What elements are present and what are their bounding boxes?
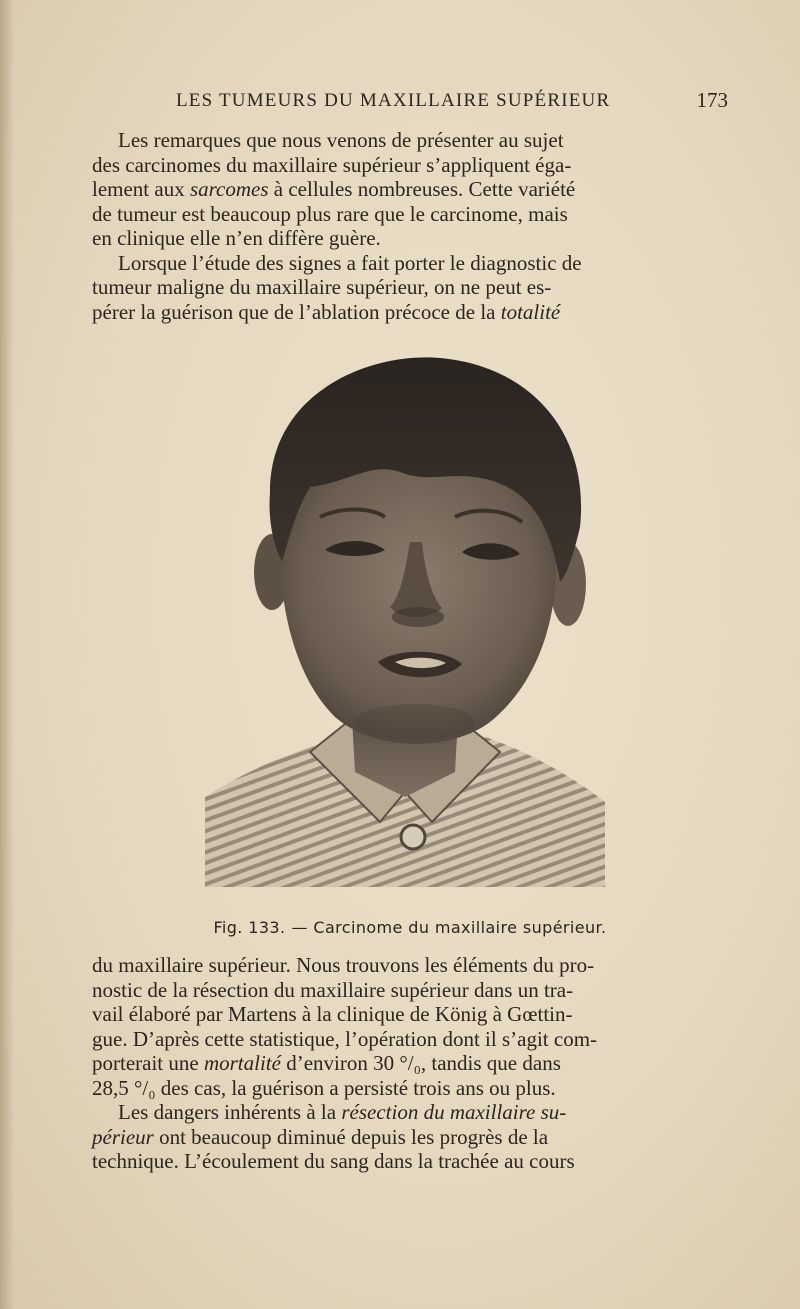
text-run: pérer la guérison que de l’ablation précoce de la [92,299,501,324]
text-line [92,1002,728,1027]
page-gutter-shadow [0,0,14,1309]
page-number: 173 [696,88,728,112]
text-line [92,128,728,153]
text-run [118,1100,566,1125]
text-run: nostic de la résection du maxillaire supérieur dans un tra- [92,977,574,1002]
text-line [92,1027,728,1052]
text-run: tumeur maligne du maxillaire supérieur, on ne peut es- [92,275,552,299]
nose-shadow [392,607,444,627]
italic-term: sarcomes [189,177,269,201]
text-run: de tumeur est beaucoup plus rare que le carcinome, mais [92,201,568,226]
text-run: du maxillaire supérieur. Nous trouvons les éléments du pro- [92,953,595,977]
figure-caption [92,918,728,937]
shirt-button [401,825,425,849]
text-run: 28,5 °/₀ des cas, la guérison a persisté trois ans ou plus. [92,1075,556,1100]
text-run [92,1051,561,1076]
text-line [92,226,728,251]
text-run: Les dangers inhérents à la [118,1100,342,1124]
text-line [92,1125,728,1150]
text-run: porterait une [92,1051,204,1075]
text-run: technique. L’écoulement du sang dans la trachée au cours [92,1149,575,1173]
italic-term: mortalité [203,1051,281,1075]
text-run [92,1125,548,1150]
italic-term: périeur [92,1124,154,1149]
paragraph-1 [92,128,728,324]
text-line [92,177,728,202]
text-run: gue. D’après cette statistique, l’opération dont il s’agit com- [92,1026,598,1051]
running-head: LES TUMEURS DU MAXILLAIRE SUPÉRIEUR [176,90,611,111]
text-line [92,1076,728,1101]
chin-shadow [355,704,475,740]
text-run: ont beaucoup diminué depuis les progrès de la [153,1124,549,1149]
text-run: Lorsque l’étude des signes a fait porter le diagnostic de [118,250,582,275]
italic-term: résection du maxillaire su- [341,1100,567,1124]
text-run: vail élaboré par Martens à la clinique de König à Gœttin- [92,1002,573,1026]
text-run [92,300,560,325]
text-line [92,153,728,178]
text-run: des carcinomes du maxillaire supérieur s’appliquent éga- [92,152,572,177]
text-line [92,1100,728,1125]
italic-term: totalité [500,299,561,324]
page-header [92,86,732,116]
text-line [92,953,728,978]
text-line [92,1149,728,1174]
text-run: en clinique elle n’en diffère guère. [92,226,381,250]
figure-portrait [200,352,610,887]
portrait-illustration [200,352,610,887]
text-run: Les remarques que nous venons de présenter au sujet [118,128,564,152]
text-run [92,177,575,202]
text-run: à cellules nombreuses. Cette variété [268,177,576,201]
text-line [92,202,728,227]
figure-label: Fig. 133. [213,918,286,937]
text-line [92,1051,728,1076]
text-line [92,978,728,1003]
text-line [92,300,728,325]
text-line [92,251,728,276]
figure-caption-text: — Carcinome du maxillaire supérieur. [291,918,607,937]
paragraph-2 [92,953,728,1174]
text-line [92,275,728,300]
text-run: d’environ 30 °/₀, tandis que dans [280,1051,561,1075]
text-run: lement aux [92,177,190,201]
